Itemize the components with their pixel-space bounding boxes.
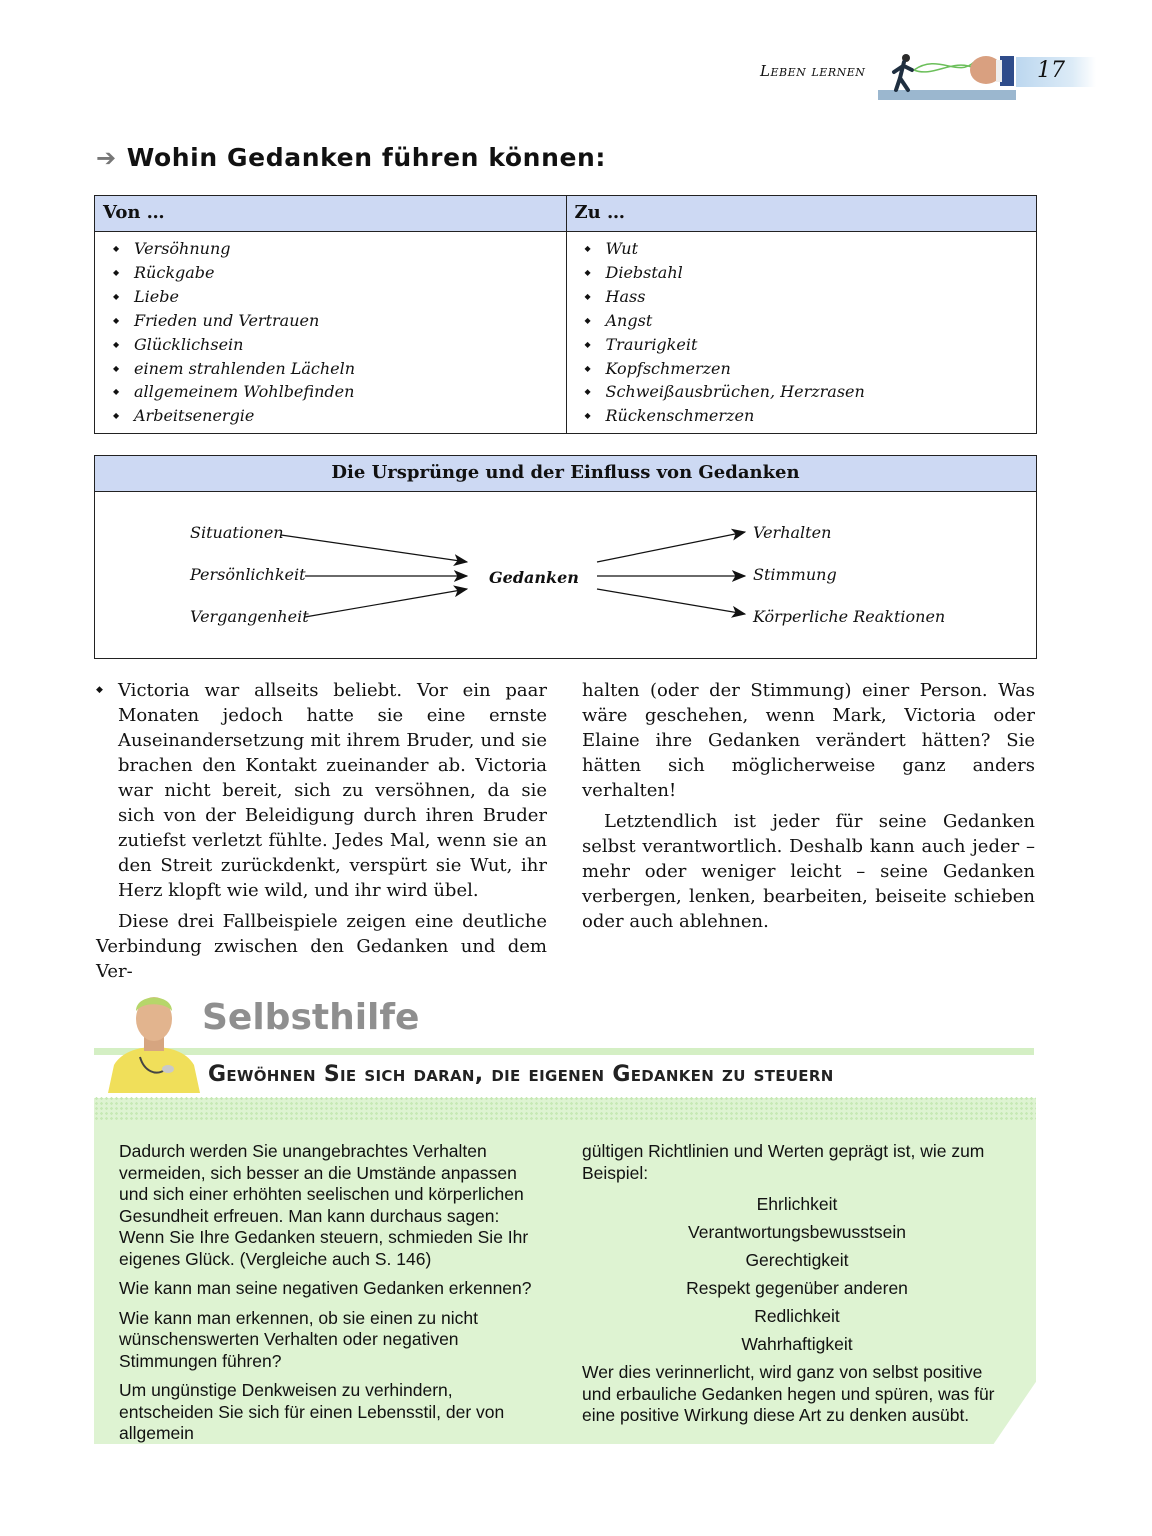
avatar [104, 985, 204, 1093]
value-item: Verantwortungsbewusstsein [688, 1222, 906, 1242]
selbsthilfe-intro: gültigen Richtlinien und Werten geprägt ist, wie zum Beispiel: [582, 1141, 985, 1183]
list-item: ◆ allgemeinem Wohlbefinden [113, 380, 566, 404]
list-item: ◆ Versöhnung [113, 237, 566, 261]
responsibility-paragraph: Letztendlich ist jeder für seine Gedanken selbst verantwortlich. Deshalb kann auch jeder – mehr oder weniger leicht – seine Gedanken verbergen, lenken, bearbeiten, beiseite schieben oder auch ablehnen. [582, 811, 1035, 932]
body-left-column [96, 678, 547, 984]
from-to-table [94, 195, 1037, 434]
from-column [95, 232, 566, 433]
value-item: Ehrlichkeit [756, 1194, 838, 1214]
selbsthilfe-paragraph: Dadurch werden Sie unangebrachtes Verhalten vermeiden, sich besser an die Umstände anpassen und sich einer erhöhten seelischen und körperlichen Gesundheit erfreuen. Man kann durchaus sagen: Wenn Sie Ihre Gedanken steuern, schmieden Sie Ihr eigenes Glück. (Vergleiche auch S. 146) [119, 1141, 529, 1269]
list-item: ◆ Traurigkeit [585, 333, 1037, 357]
section-label-text: Leben lernen [760, 62, 866, 80]
body-right-column [582, 678, 1035, 934]
arrow-situationen [281, 535, 467, 562]
list-item: ◆ Rückenschmerzen [585, 404, 1037, 428]
table-header-to: Zu … [566, 196, 1037, 231]
value-item: Respekt gegenüber anderen [686, 1278, 908, 1298]
diagram-effect-label: Stimmung [753, 565, 837, 584]
selbsthilfe-question: Wie kann man seine negativen Gedanken erkennen? [119, 1278, 532, 1298]
diagram-effect-label: Verhalten [753, 523, 832, 542]
list-item: ◆ Hass [585, 285, 1037, 309]
section-label [760, 62, 865, 80]
diagram-center-label: Gedanken [489, 568, 579, 587]
arrow-koerper [597, 589, 745, 614]
case-summary-paragraph: Diese drei Fallbeispiele zeigen eine deutliche Verbindung zwischen den Gedanken und dem Ver- [96, 911, 547, 982]
value-item: Redlichkeit [754, 1306, 840, 1326]
section-heading [96, 143, 606, 172]
list-item: ◆ Glücklichsein [113, 333, 566, 357]
list-item: ◆ Schweißausbrüchen, Herzrasen [585, 380, 1037, 404]
to-column [566, 232, 1037, 433]
diagram-source-label: Persönlichkeit [190, 565, 306, 584]
arrow-verhalten [597, 532, 745, 562]
selbsthilfe-subtitle: Gewöhnen Sie sich daran, die eigenen Gedanken zu steuern [208, 1062, 834, 1087]
arrow-right-icon: ➔ [96, 143, 117, 172]
value-item: Gerechtigkeit [745, 1250, 849, 1270]
diagram-effect-label: Körperliche Reaktionen [753, 607, 946, 626]
page-number: 17 [1037, 58, 1065, 83]
list-item: ◆ Liebe [113, 285, 566, 309]
list-item: ◆ Kopfschmerzen [585, 357, 1037, 381]
list-item: ◆ Angst [585, 309, 1037, 333]
selbsthilfe-outro: Wer dies verinnerlicht, wird ganz von selbst positive und erbauliche Gedanken hegen und spüren, was für eine positive Wirkung diese Art zu denken ausübt. [582, 1362, 995, 1425]
list-item: ◆ Rückgabe [113, 261, 566, 285]
section-heading-text: Wohin Gedanken führen können: [126, 143, 607, 172]
selbsthilfe-title: Selbsthilfe [202, 997, 420, 1038]
selbsthilfe-paragraph: Um ungünstige Denkweisen zu verhindern, entscheiden Sie sich für einen Lebensstil, der von allgemein [119, 1380, 505, 1443]
victoria-paragraph: ◆ Victoria war allseits beliebt. Vor ein paar Monaten jedoch hatte sie eine ernste Auseinandersetzung mit ihrem Bruder, und sie brachen den Kontakt zueinander ab. Victoria war nicht bereit, sich zu versöhnen, da sie sich von der Beleidigung durch ihren Bruder zutiefst verletzt fühlte. Jedes Mal, wenn sie an den Streit zurückdenkt, verspürt sie Wut, ihr Herz klopft wie wild, und ihr wird übel. [96, 678, 547, 903]
list-item: ◆ Arbeitsenergie [113, 404, 566, 428]
list-item: ◆ Frieden und Vertrauen [113, 309, 566, 333]
thought-diagram [94, 455, 1037, 659]
selbsthilfe-right-column [582, 1141, 1012, 1435]
values-list [582, 1190, 1012, 1358]
section-divider [94, 1048, 1034, 1055]
dot-pattern [94, 1096, 1036, 1120]
continuation-paragraph: halten (oder der Stimmung) einer Person. Was wäre geschehen, wenn Mark, Victoria oder Elaine ihre Gedanken verändert hätten? Sie hätten sich möglicherweise ganz anders verhalten! [582, 680, 1035, 801]
table-header-from: Von … [103, 202, 165, 223]
list-item: ◆ einem strahlenden Lächeln [113, 357, 566, 381]
list-item: ◆ Diebstahl [585, 261, 1037, 285]
diagram-source-label: Situationen [190, 523, 284, 542]
header-illustration [878, 48, 1016, 102]
diagram-title: Die Ursprünge und der Einfluss von Gedanken [95, 456, 1036, 492]
selbsthilfe-left-column [119, 1141, 549, 1453]
selbsthilfe-question: Wie kann man erkennen, ob sie einen zu nicht wünschenswerten Verhalten oder negativen Stimmungen führen? [119, 1307, 478, 1371]
value-item: Wahrhaftigkeit [741, 1334, 853, 1354]
diagram-source-label: Vergangenheit [190, 607, 309, 626]
arrow-vergangenheit [305, 589, 467, 617]
list-item: ◆ Wut [585, 237, 1037, 261]
